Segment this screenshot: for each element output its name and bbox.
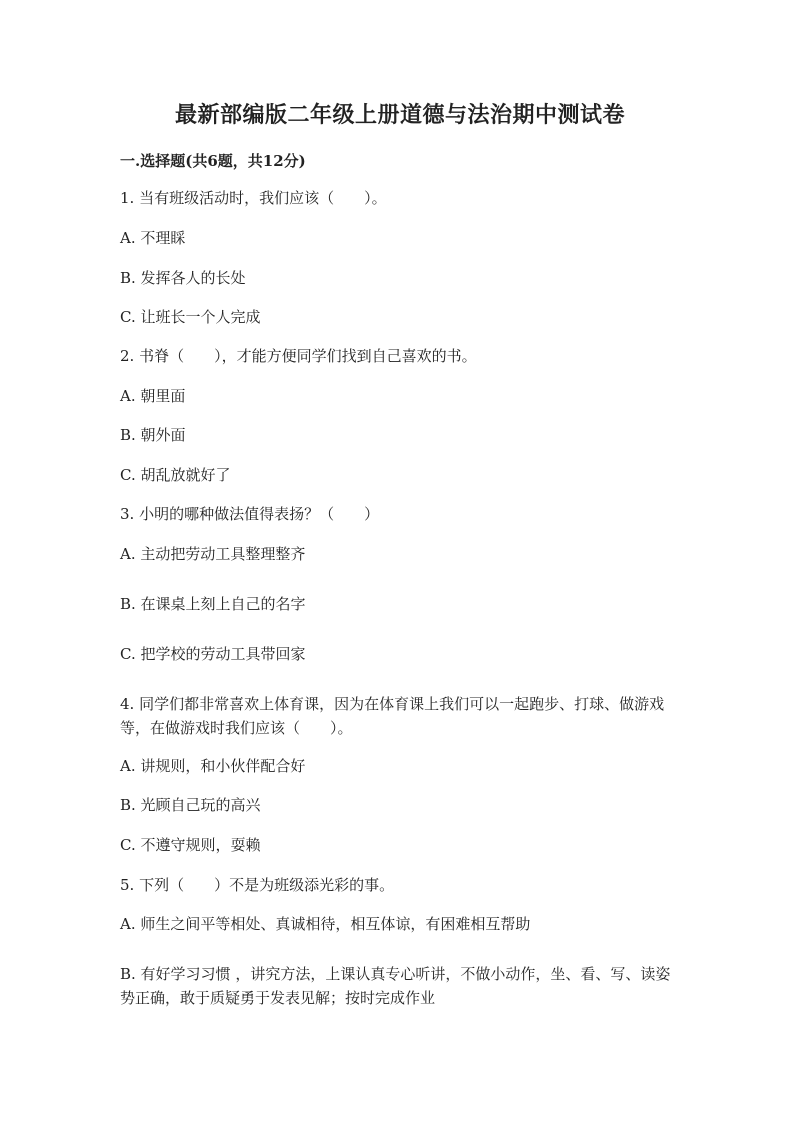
question-2-stem: 2. 书脊（ ），才能方便同学们找到自己喜欢的书。 bbox=[120, 347, 477, 365]
question-5-option-b: B. 有好学习习惯 ，讲究方法，上课认真专心听讲，不做小动作，坐、看、写、读姿势正确，敢于质疑勇于发表见解；按时完成作业 bbox=[120, 965, 671, 1007]
question-2-option-c: C. 胡乱放就好了 bbox=[120, 466, 231, 484]
question-3-option-c: C. 把学校的劳动工具带回家 bbox=[120, 645, 306, 663]
question-4-option-b: B. 光顾自己玩的高兴 bbox=[120, 796, 261, 814]
question-2-option-a: A. 朝里面 bbox=[120, 387, 186, 405]
question-3-stem: 3. 小明的哪种做法值得表扬？（ ） bbox=[120, 505, 380, 523]
question-5-option-a: A. 师生之间平等相处、真诚相待，相互体谅，有困难相互帮助 bbox=[120, 915, 531, 933]
question-4-option-a: A. 讲规则，和小伙伴配合好 bbox=[120, 757, 306, 775]
question-3-option-a: A. 主动把劳动工具整理整齐 bbox=[120, 545, 306, 563]
question-1-stem: 1. 当有班级活动时，我们应该（ ）。 bbox=[120, 189, 387, 207]
question-1-option-a: A. 不理睬 bbox=[120, 229, 186, 247]
page-title: 最新部编版二年级上册道德与法治期中测试卷 bbox=[174, 102, 625, 128]
question-4-stem: 4. 同学们都非常喜欢上体育课，因为在体育课上我们可以一起跑步、打球、做游戏等，在做游戏时我们应该（ ）。 bbox=[120, 695, 665, 737]
question-1-option-b: B. 发挥各人的长处 bbox=[120, 269, 246, 287]
question-3-option-b: B. 在课桌上刻上自己的名字 bbox=[120, 595, 306, 613]
question-4-option-c: C. 不遵守规则，耍赖 bbox=[120, 836, 261, 854]
section-heading: 一.选择题(共6题，共12分) bbox=[120, 152, 306, 170]
question-2-option-b: B. 朝外面 bbox=[120, 426, 186, 444]
question-5-stem: 5. 下列（ ）不是为班级添光彩的事。 bbox=[120, 876, 395, 894]
question-1-option-c: C. 让班长一个人完成 bbox=[120, 308, 261, 326]
